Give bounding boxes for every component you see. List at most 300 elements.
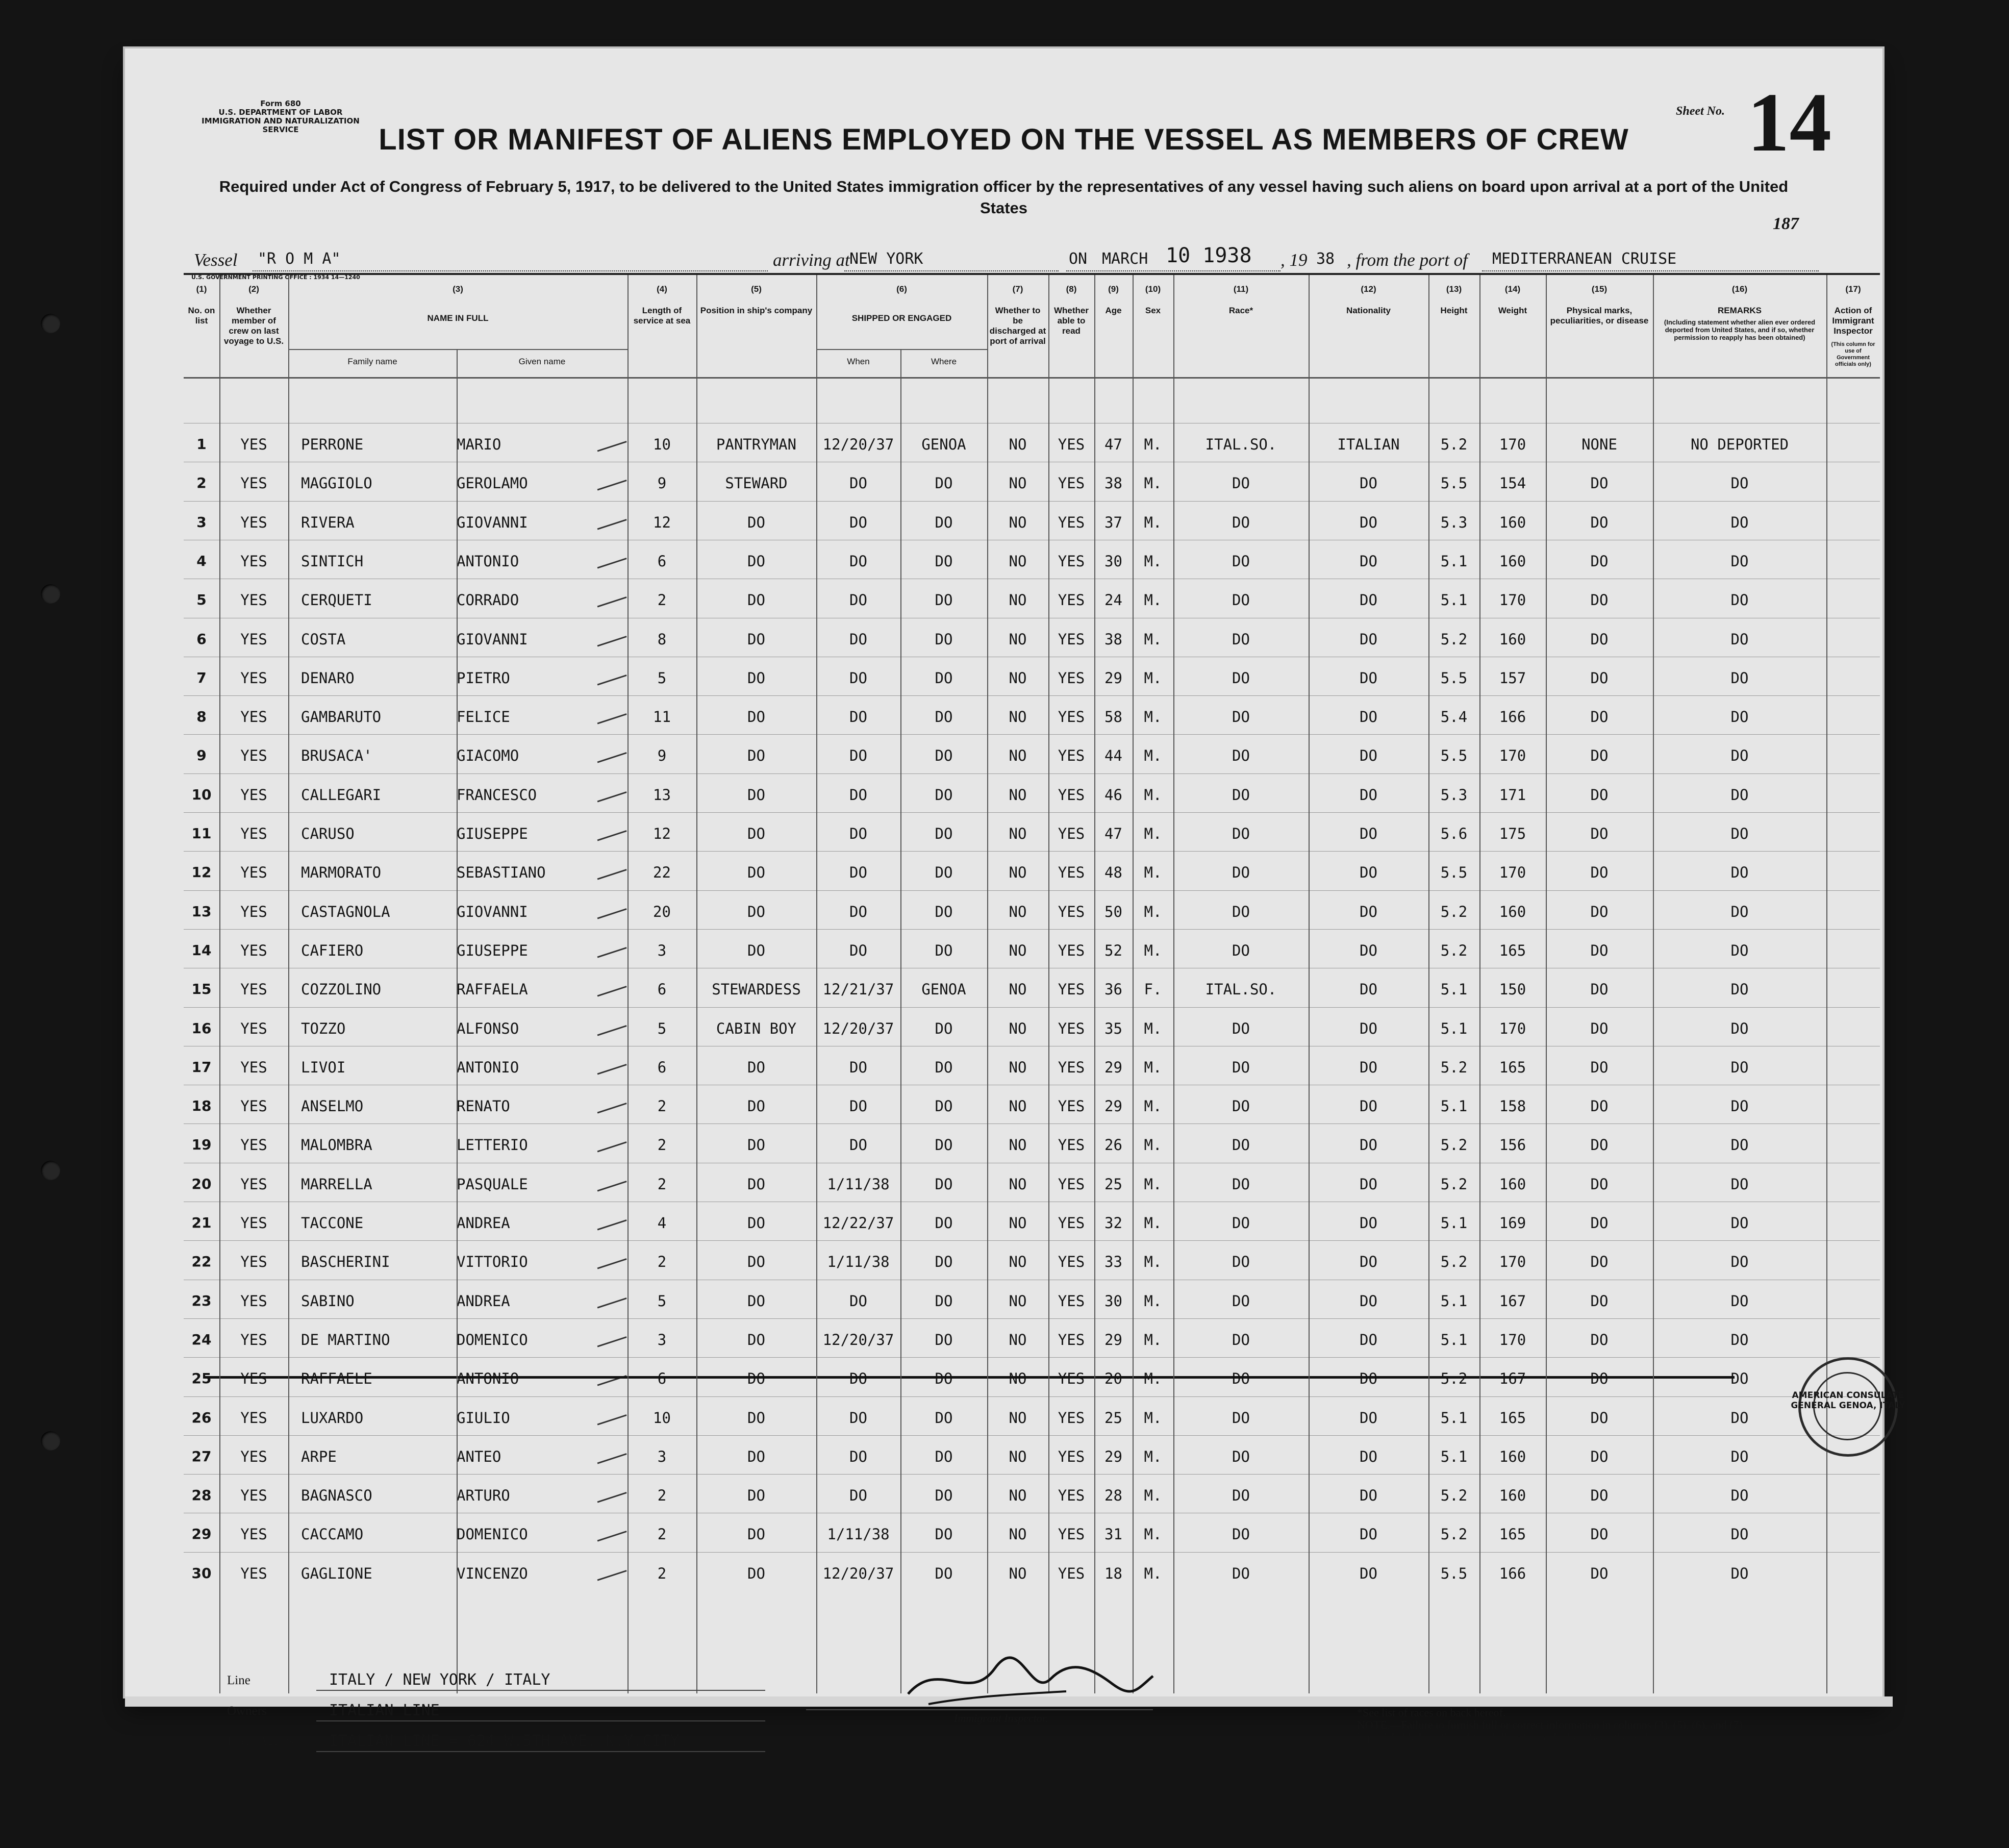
cell-family: MARMORATO xyxy=(301,864,382,882)
cell-marks: DO xyxy=(1590,475,1609,492)
consulate-stamp xyxy=(1791,1357,1905,1457)
cell-nationality: DO xyxy=(1360,1136,1377,1154)
cell-sex: M. xyxy=(1144,1447,1162,1465)
column-number: (1) xyxy=(196,284,207,294)
cell-position: DO xyxy=(747,1487,765,1505)
cell-discharged: NO xyxy=(1009,1564,1027,1582)
cell-discharged: NO xyxy=(1009,1447,1027,1465)
cell-service: 4 xyxy=(657,1214,667,1232)
cell-given: GIULIO xyxy=(457,1409,510,1427)
cell-read: YES xyxy=(1058,1409,1085,1427)
cell-service: 2 xyxy=(657,1097,667,1115)
cell-prev: YES xyxy=(240,552,267,570)
cell-race: DO xyxy=(1232,591,1250,609)
cell-when: DO xyxy=(849,475,867,492)
cell-weight: 166 xyxy=(1499,708,1526,726)
cell-when: 1/11/38 xyxy=(827,1175,890,1193)
divider xyxy=(288,349,627,350)
cell-position: CABIN BOY xyxy=(716,1019,797,1037)
cell-age: 18 xyxy=(1104,1564,1122,1582)
column-number: (9) xyxy=(1108,284,1119,294)
cell-sex: M. xyxy=(1144,825,1162,842)
cell-age: 37 xyxy=(1104,513,1122,531)
column-divider xyxy=(1428,275,1429,1693)
cell-sex: M. xyxy=(1144,1058,1162,1076)
cell-marks: DO xyxy=(1590,1058,1609,1076)
cell-nationality: DO xyxy=(1360,1214,1377,1232)
sub-divider xyxy=(457,349,458,1693)
cell-race: DO xyxy=(1232,1447,1250,1465)
cell-given: PIETRO xyxy=(457,669,510,687)
department: U.S. DEPARTMENT OF LABOR xyxy=(218,108,343,117)
cell-service: 6 xyxy=(657,1058,667,1076)
table-row xyxy=(184,657,1880,696)
cell-prev: YES xyxy=(240,1058,267,1076)
table-row xyxy=(184,1240,1880,1280)
cell-marks: DO xyxy=(1590,591,1609,609)
cell-given: RAFFAELA xyxy=(457,981,528,998)
cell-position: DO xyxy=(747,1058,765,1076)
cell-race: DO xyxy=(1232,1526,1250,1543)
cell-family: RIVERA xyxy=(301,513,355,531)
cell-no: 22 xyxy=(191,1253,212,1270)
cell-age: 36 xyxy=(1104,981,1122,998)
cell-height: 5.1 xyxy=(1440,1409,1468,1427)
cell-sex: M. xyxy=(1144,1214,1162,1232)
cell-nationality: DO xyxy=(1360,475,1377,492)
cell-race: DO xyxy=(1232,747,1250,765)
cell-read: YES xyxy=(1058,1447,1085,1465)
cell-position: DO xyxy=(747,591,765,609)
cell-prev: YES xyxy=(240,1136,267,1154)
cell-age: 58 xyxy=(1104,708,1122,726)
cell-no: 17 xyxy=(191,1058,212,1076)
cell-discharged: NO xyxy=(1009,708,1027,726)
column-number: (6) xyxy=(896,284,907,294)
cell-prev: YES xyxy=(240,1370,267,1388)
cell-weight: 160 xyxy=(1499,1175,1526,1193)
cell-where: DO xyxy=(935,669,953,687)
cell-where: DO xyxy=(935,1136,953,1154)
cell-nationality: DO xyxy=(1360,864,1377,882)
cell-discharged: NO xyxy=(1009,1526,1027,1543)
sub-divider xyxy=(900,349,901,1693)
column-header: REMARKS xyxy=(1718,306,1762,315)
cell-read: YES xyxy=(1058,941,1085,959)
cell-family: SINTICH xyxy=(301,552,364,570)
cell-when: DO xyxy=(849,747,867,765)
cell-weight: 171 xyxy=(1499,786,1526,804)
cell-sex: M. xyxy=(1144,1292,1162,1310)
cell-when: DO xyxy=(849,591,867,609)
cell-no: 13 xyxy=(191,903,212,920)
cell-sex: M. xyxy=(1144,591,1162,609)
cell-height: 5.1 xyxy=(1440,1331,1468,1348)
cell-family: LIVOI xyxy=(301,1058,346,1076)
cell-nationality: DO xyxy=(1360,1097,1377,1115)
column-header: Action of Immigrant Inspector xyxy=(1832,306,1874,336)
cell-read: YES xyxy=(1058,513,1085,531)
cell-read: YES xyxy=(1058,903,1085,920)
cell-discharged: NO xyxy=(1009,825,1027,842)
cell-when: DO xyxy=(849,941,867,959)
cell-discharged: NO xyxy=(1009,1175,1027,1193)
cell-position: DO xyxy=(747,1564,765,1582)
cell-prev: YES xyxy=(240,786,267,804)
cell-race: DO xyxy=(1232,1253,1250,1271)
cell-discharged: NO xyxy=(1009,903,1027,920)
page-subtitle: Required under Act of Congress of February 5, 1917, to be delivered to the United States immigration officer by the representatives of any vessel having such aliens on board upon arrival at a port of the United States xyxy=(219,178,1789,217)
cell-service: 2 xyxy=(657,1253,667,1271)
cell-given: DOMENICO xyxy=(457,1526,528,1543)
cell-given: FELICE xyxy=(457,708,510,726)
cell-height: 5.1 xyxy=(1440,552,1468,570)
cell-remarks: DO xyxy=(1730,1370,1749,1388)
cell-nationality: DO xyxy=(1360,1253,1377,1271)
cell-age: 47 xyxy=(1104,436,1122,453)
column-number: (12) xyxy=(1361,284,1376,294)
cell-marks: DO xyxy=(1590,1175,1609,1193)
cell-height: 5.2 xyxy=(1440,903,1468,920)
cell-sex: M. xyxy=(1144,903,1162,920)
cell-weight: 160 xyxy=(1499,552,1526,570)
column-number: (11) xyxy=(1233,284,1249,294)
manifest-sheet xyxy=(125,48,1905,1696)
cell-weight: 165 xyxy=(1499,941,1526,959)
cell-weight: 156 xyxy=(1499,1136,1526,1154)
cell-family: COZZOLINO xyxy=(301,981,382,998)
cell-sex: M. xyxy=(1144,1526,1162,1543)
cell-height: 5.2 xyxy=(1440,1175,1468,1193)
punch-hole xyxy=(41,314,60,333)
cell-race: DO xyxy=(1232,1058,1250,1076)
cell-weight: 170 xyxy=(1499,864,1526,882)
table-row xyxy=(184,773,1880,813)
cell-position: DO xyxy=(747,786,765,804)
cell-where: DO xyxy=(935,1253,953,1271)
cell-nationality: DO xyxy=(1360,1331,1377,1348)
cell-remarks: DO xyxy=(1730,552,1749,570)
cell-race: DO xyxy=(1232,1097,1250,1115)
column-header: Age xyxy=(1105,306,1122,315)
cell-family: SABINO xyxy=(301,1292,355,1310)
cell-when: DO xyxy=(849,669,867,687)
cell-no: 14 xyxy=(191,941,212,959)
column-number: (10) xyxy=(1145,284,1161,294)
cell-weight: 170 xyxy=(1499,591,1526,609)
cell-prev: YES xyxy=(240,1292,267,1310)
cell-read: YES xyxy=(1058,1136,1085,1154)
column-divider xyxy=(219,275,220,1693)
cell-race: DO xyxy=(1232,708,1250,726)
agents-label: Local Agents xyxy=(227,1735,295,1749)
cell-given: DOMENICO xyxy=(457,1331,528,1348)
cell-discharged: NO xyxy=(1009,941,1027,959)
cell-service: 5 xyxy=(657,1019,667,1037)
cell-where: DO xyxy=(935,708,953,726)
table-row xyxy=(184,734,1880,773)
cell-nationality: DO xyxy=(1360,786,1377,804)
cell-where: DO xyxy=(935,825,953,842)
cell-discharged: NO xyxy=(1009,1019,1027,1037)
cell-weight: 170 xyxy=(1499,1019,1526,1037)
cell-read: YES xyxy=(1058,630,1085,648)
cell-where: GENOA xyxy=(921,436,966,453)
cell-given: MARIO xyxy=(457,436,501,453)
cell-read: YES xyxy=(1058,1019,1085,1037)
cell-age: 48 xyxy=(1104,864,1122,882)
cell-height: 5.2 xyxy=(1440,1526,1468,1543)
cell-remarks: DO xyxy=(1730,941,1749,959)
cell-service: 2 xyxy=(657,1136,667,1154)
cell-marks: DO xyxy=(1590,864,1609,882)
cell-service: 6 xyxy=(657,552,667,570)
cell-age: 30 xyxy=(1104,552,1122,570)
cell-nationality: DO xyxy=(1360,708,1377,726)
table-row xyxy=(184,501,1880,540)
cell-family: DE MARTINO xyxy=(301,1331,390,1348)
cell-age: 25 xyxy=(1104,1175,1122,1193)
cell-remarks: DO xyxy=(1730,1564,1749,1582)
cell-nationality: DO xyxy=(1360,981,1377,998)
cell-family: PERRONE xyxy=(301,436,364,453)
column-divider xyxy=(1826,275,1827,1693)
cell-family: CASTAGNOLA xyxy=(301,903,390,920)
cell-no: 21 xyxy=(191,1214,212,1231)
service-name: IMMIGRATION AND NATURALIZATION SERVICE xyxy=(202,116,360,134)
cell-nationality: DO xyxy=(1360,825,1377,842)
cell-nationality: DO xyxy=(1360,1175,1377,1193)
note-races: *See list of races on back hereof. xyxy=(1357,1706,1506,1719)
cell-sex: M. xyxy=(1144,669,1162,687)
cell-prev: YES xyxy=(240,1526,267,1543)
cell-position: DO xyxy=(747,1447,765,1465)
cell-no: 8 xyxy=(196,708,207,726)
cell-service: 6 xyxy=(657,981,667,998)
cell-when: DO xyxy=(849,630,867,648)
cell-service: 3 xyxy=(657,1447,667,1465)
cell-when: 12/20/37 xyxy=(822,1019,894,1037)
cell-race: DO xyxy=(1232,1292,1250,1310)
cell-read: YES xyxy=(1058,552,1085,570)
cell-age: 29 xyxy=(1104,1058,1122,1076)
cell-weight: 170 xyxy=(1499,1253,1526,1271)
column-divider xyxy=(816,275,817,1693)
cell-no: 15 xyxy=(191,981,212,998)
cell-marks: DO xyxy=(1590,513,1609,531)
when-header: When xyxy=(847,357,870,366)
cell-given: ANDREA xyxy=(457,1292,510,1310)
cell-sex: M. xyxy=(1144,436,1162,453)
cell-discharged: NO xyxy=(1009,1253,1027,1271)
cell-race: DO xyxy=(1232,1331,1250,1348)
cell-remarks: DO xyxy=(1730,1487,1749,1505)
cell-family: COSTA xyxy=(301,630,346,648)
cell-nationality: DO xyxy=(1360,591,1377,609)
cell-read: YES xyxy=(1058,708,1085,726)
punch-hole xyxy=(41,584,60,604)
cell-family: GAMBARUTO xyxy=(301,708,382,726)
cell-service: 8 xyxy=(657,630,667,648)
owners-label: Owners xyxy=(227,1704,267,1718)
cell-position: DO xyxy=(747,825,765,842)
page-title: LIST OR MANIFEST OF ALIENS EMPLOYED ON THE VESSEL AS MEMBERS OF CREW xyxy=(379,123,1629,156)
cell-no: 23 xyxy=(191,1292,212,1309)
table-row xyxy=(184,1280,1880,1319)
cell-age: 38 xyxy=(1104,630,1122,648)
cell-age: 46 xyxy=(1104,786,1122,804)
cell-remarks: DO xyxy=(1730,630,1749,648)
cell-family: BASCHERINI xyxy=(301,1253,390,1271)
cell-remarks: DO xyxy=(1730,591,1749,609)
cell-position: DO xyxy=(747,1409,765,1427)
table-row xyxy=(184,462,1880,501)
cell-marks: DO xyxy=(1590,669,1609,687)
column-number: (5) xyxy=(751,284,762,294)
cell-given: PASQUALE xyxy=(457,1175,528,1193)
table-row xyxy=(184,579,1880,618)
cell-read: YES xyxy=(1058,1487,1085,1505)
cell-read: YES xyxy=(1058,1564,1085,1582)
cell-no: 27 xyxy=(191,1447,212,1465)
cell-read: YES xyxy=(1058,1253,1085,1271)
cell-no: 9 xyxy=(196,747,207,764)
column-header: Race* xyxy=(1228,306,1253,315)
cell-sex: M. xyxy=(1144,475,1162,492)
cell-marks: DO xyxy=(1590,1136,1609,1154)
cell-service: 12 xyxy=(653,825,671,842)
column-number: (16) xyxy=(1731,284,1748,294)
cell-where: DO xyxy=(935,630,953,648)
cell-marks: DO xyxy=(1590,1253,1609,1271)
cell-marks: NONE xyxy=(1581,436,1617,453)
column-divider xyxy=(627,275,629,1693)
cell-remarks: DO xyxy=(1730,903,1749,920)
cell-position: DO xyxy=(747,669,765,687)
cell-nationality: DO xyxy=(1360,1292,1377,1310)
cell-when: DO xyxy=(849,1409,867,1427)
cell-given: GIUSEPPE xyxy=(457,825,528,842)
cell-where: DO xyxy=(935,941,953,959)
cell-sex: M. xyxy=(1144,1331,1162,1348)
cell-given: ARTURO xyxy=(457,1487,510,1505)
cell-service: 22 xyxy=(653,864,671,882)
cell-position: DO xyxy=(747,552,765,570)
cell-age: 47 xyxy=(1104,825,1122,842)
cell-race: DO xyxy=(1232,864,1250,882)
cell-prev: YES xyxy=(240,1487,267,1505)
cell-remarks: DO xyxy=(1730,1253,1749,1271)
cell-discharged: NO xyxy=(1009,1487,1027,1505)
cell-read: YES xyxy=(1058,786,1085,804)
inspector-label: Immigrant Inspector. xyxy=(954,1712,1048,1725)
sheet-number: 14 xyxy=(1747,76,1831,169)
vessel-line xyxy=(125,240,1882,276)
cell-age: 29 xyxy=(1104,1447,1122,1465)
cell-read: YES xyxy=(1058,747,1085,765)
cell-discharged: NO xyxy=(1009,513,1027,531)
cell-read: YES xyxy=(1058,669,1085,687)
cell-nationality: DO xyxy=(1360,669,1377,687)
table-row xyxy=(184,695,1880,735)
cell-weight: 166 xyxy=(1499,1564,1526,1582)
cell-where: DO xyxy=(935,552,953,570)
cell-remarks: DO xyxy=(1730,864,1749,882)
cell-when: DO xyxy=(849,552,867,570)
cell-weight: 167 xyxy=(1499,1292,1526,1310)
form-number: Form 680 xyxy=(260,99,301,108)
cell-no: 5 xyxy=(196,591,207,609)
cell-nationality: DO xyxy=(1360,1409,1377,1427)
cell-read: YES xyxy=(1058,591,1085,609)
cell-prev: YES xyxy=(240,1447,267,1465)
crew-table xyxy=(184,273,1880,1693)
cell-marks: DO xyxy=(1590,1292,1609,1310)
cell-remarks: DO xyxy=(1730,825,1749,842)
cell-when: DO xyxy=(849,1487,867,1505)
cell-weight: 169 xyxy=(1499,1214,1526,1232)
cell-nationality: DO xyxy=(1360,1058,1377,1076)
cell-read: YES xyxy=(1058,981,1085,998)
cell-age: 26 xyxy=(1104,1136,1122,1154)
from-label: , from the port of xyxy=(1347,250,1468,270)
cell-marks: DO xyxy=(1590,1409,1609,1427)
cell-family: GAGLIONE xyxy=(301,1564,372,1582)
cell-service: 13 xyxy=(653,786,671,804)
cell-no: 11 xyxy=(191,825,212,842)
cell-prev: YES xyxy=(240,1253,267,1271)
cell-height: 5.2 xyxy=(1440,436,1468,453)
cell-height: 5.2 xyxy=(1440,1136,1468,1154)
arriving-port: NEW YORK xyxy=(849,250,923,268)
column-number: (4) xyxy=(657,284,667,294)
cell-position: DO xyxy=(747,941,765,959)
cell-race: DO xyxy=(1232,1564,1250,1582)
cell-height: 5.3 xyxy=(1440,513,1468,531)
cell-discharged: NO xyxy=(1009,1214,1027,1232)
table-row xyxy=(184,1513,1880,1552)
cell-position: DO xyxy=(747,1292,765,1310)
cell-marks: DO xyxy=(1590,708,1609,726)
cell-discharged: NO xyxy=(1009,630,1027,648)
cell-age: 28 xyxy=(1104,1487,1122,1505)
cell-no: 7 xyxy=(196,669,207,686)
column-header: Whether member of crew on last voyage to U.S. xyxy=(223,306,284,346)
cell-race: DO xyxy=(1232,1136,1250,1154)
cell-no: 2 xyxy=(196,475,207,492)
arriving-label: arriving at xyxy=(773,250,850,270)
divider xyxy=(816,349,987,350)
strike-through-line xyxy=(204,1376,1735,1379)
cell-discharged: NO xyxy=(1009,1136,1027,1154)
cell-given: GIOVANNI xyxy=(457,630,528,648)
cell-marks: DO xyxy=(1590,786,1609,804)
cell-remarks: DO xyxy=(1730,1447,1749,1465)
cell-when: DO xyxy=(849,1097,867,1115)
cell-sex: M. xyxy=(1144,1136,1162,1154)
cell-no: 1 xyxy=(196,436,207,453)
cell-where: DO xyxy=(935,513,953,531)
cell-discharged: NO xyxy=(1009,591,1027,609)
cell-prev: YES xyxy=(240,669,267,687)
column-divider xyxy=(696,275,697,1693)
table-row xyxy=(184,929,1880,968)
given-name-header: Given name xyxy=(518,357,566,366)
cell-discharged: NO xyxy=(1009,475,1027,492)
cell-no: 6 xyxy=(196,630,207,647)
column-divider xyxy=(1479,275,1480,1693)
cell-no: 3 xyxy=(196,513,207,531)
